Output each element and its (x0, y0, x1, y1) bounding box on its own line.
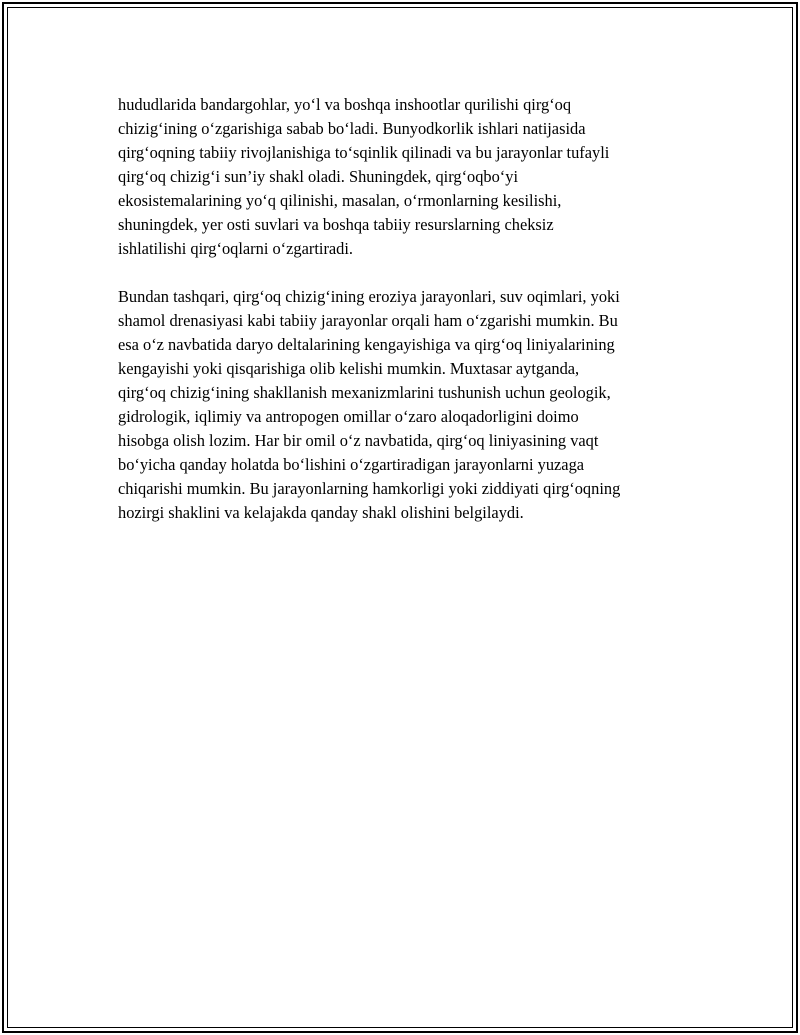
text-line: qirg‘oqning tabiiy rivojlanishiga to‘sqinlik qilinadi va bu jarayonlar tufayli (118, 143, 610, 162)
text-line: hozirgi shaklini va kelajakda qanday shakl olishini belgilaydi. (118, 503, 524, 522)
paragraph-1 (118, 93, 708, 261)
text-line: ekosistemalarining yo‘q qilinishi, masalan, o‘rmonlarning kesilishi, (118, 191, 562, 210)
text-line: Bundan tashqari, qirg‘oq chizig‘ining eroziya jarayonlari, suv oqimlari, yoki (118, 287, 620, 306)
text-line: hisobga olish lozim. Har bir omil o‘z navbatida, qirg‘oq liniyasining vaqt (118, 431, 599, 450)
document-body (118, 93, 708, 525)
paragraph-2 (118, 285, 708, 525)
text-line: hududlarida bandargohlar, yo‘l va boshqa inshootlar qurilishi qirg‘oq (118, 95, 572, 114)
text-line: bo‘yicha qanday holatda bo‘lishini o‘zgartiradigan jarayonlarni yuzaga (118, 455, 585, 474)
text-line: esa o‘z navbatida daryo deltalarining kengayishiga va qirg‘oq liniyalarining (118, 335, 615, 354)
text-line: chiqarishi mumkin. Bu jarayonlarning hamkorligi yoki ziddiyati qirg‘oqning (118, 479, 621, 498)
text-line: qirg‘oq chizig‘ining shakllanish mexanizmlarini tushunish uchun geologik, (118, 383, 611, 402)
text-line: kengayishi yoki qisqarishiga olib kelishi mumkin. Muxtasar aytganda, (118, 359, 580, 378)
text-line: gidrologik, iqlimiy va antropogen omillar o‘zaro aloqadorligini doimo (118, 407, 579, 426)
text-line: shamol drenasiyasi kabi tabiiy jarayonlar orqali ham o‘zgarishi mumkin. Bu (118, 311, 618, 330)
text-line: chizig‘ining o‘zgarishiga sabab bo‘ladi. Bunyodkorlik ishlari natijasida (118, 119, 586, 138)
paragraph-spacer (118, 261, 708, 285)
text-line: qirg‘oq chizig‘i sun’iy shakl oladi. Shuningdek, qirg‘oqbo‘yi (118, 167, 519, 186)
text-line: shuningdek, yer osti suvlari va boshqa tabiiy resurslarning cheksiz (118, 215, 554, 234)
text-line: ishlatilishi qirg‘oqlarni o‘zgartiradi. (118, 239, 354, 258)
